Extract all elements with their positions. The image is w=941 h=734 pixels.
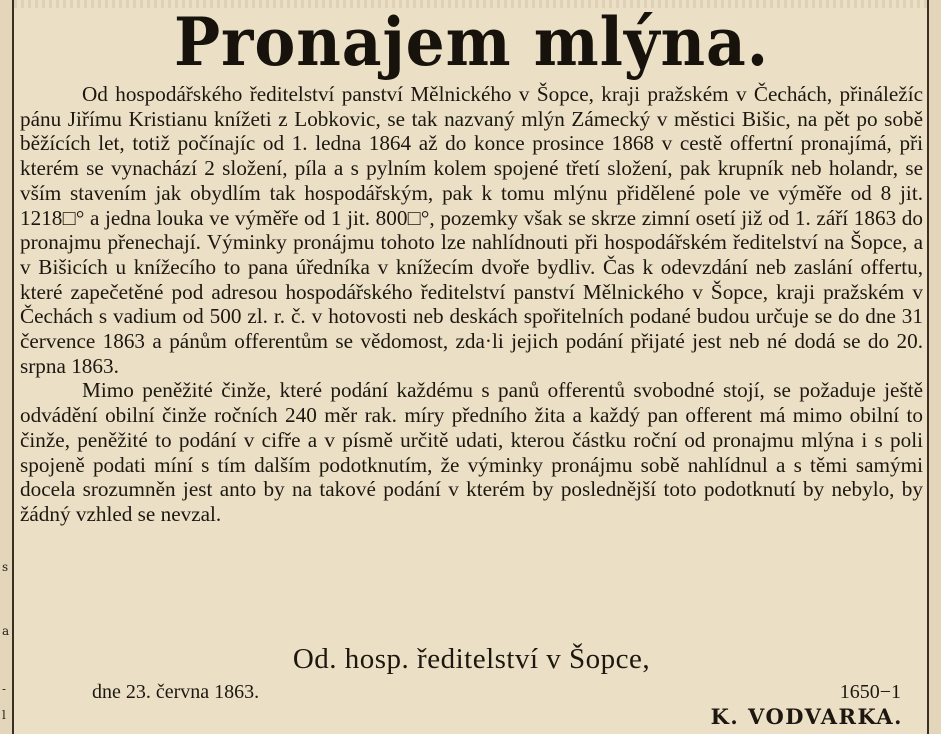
margin-fragment: s [2, 560, 9, 574]
margin-fragment: a [2, 624, 10, 638]
margin-fragment: - [2, 682, 7, 696]
newspaper-notice [20, 0, 923, 734]
notice-body [20, 82, 923, 527]
margin-fragment: l [2, 708, 6, 722]
notice-date: dne 23. června 1863. [92, 681, 260, 703]
notice-paragraph: Od hospodářského ředitelství panství Mělnického v Šopce, kraji pražském v Čechách, přináležíc pánu Jiřímu Kristianu knížeti z Lobkovic, se tak nazvaný mlýn Zámecký v městici Bišic, na pět po sobě běžících let, totiž počínajíc od 1. ledna 1864 až do konce prosince 1868 v cestě offertní pronajímá, při kterém se vynachází 2 složení, píla a s pylním kolem spojené třetí složení, pak krupník neb holandr, se vším stavením jak obydlím tak hospodářským, pak k tomu mlýnu přidělené pole ve výměře od 8 jit. 1218□° a jedna louka ve výměře od 1 jit. 800□°, pozemky však se skrze zimní osetí již od 1. září 1863 do pronajmu přenechají. Výminky pronájmu tohoto lze nahlídnouti při hospodářském ředitelství na Šopce, a v Bišicích u knížecího to pana úředníka v knížecím dvoře bydliv. Čas k odevzdání neb zaslání offertu, které zapečetěné pod adresou hospodářského ředitelství panství Mělnického v Šopce, kraji pražském v Čechách s vadium od 500 zl. r. č. v hotovosti neb deskách spořitelních podané budou určuje se do dne 31 července 1863 a pánům offerentům se vědomost, zda·li jejich podání přijaté jest neb né dodá se do 20. srpna 1863. [20, 82, 923, 378]
signer-name: K. VODVARKA. [710, 704, 903, 729]
right-column-rule [927, 0, 929, 734]
left-margin-strip [0, 0, 12, 734]
left-column-rule [12, 0, 14, 734]
right-margin-strip [929, 0, 941, 734]
notice-paragraph: Mimo peněžité činže, které podání každému s panů offerentů svobodné stojí, se požaduje ještě odvádění obilní činže ročních 240 měr rak. míry předního žita a každý pan offerent má mimo obilní to činže, peněžité to podání v cifře a v písmě určitě udati, kterou částku roční od pronajmu mlýna i s poli spojeně podati míní s tím dalším podotknutím, že výminky pronájmu sobě nahlídnul a s těmi samými docela srozumněn jest anto by na takové podání v kterém by poslednější toto podotknutí by nebylo, by žádný vzhled se nevzal. [20, 378, 923, 526]
notice-number: 1650−1 [839, 681, 901, 703]
issuer-line: Od. hosp. ředitelství v Šopce, [292, 643, 651, 675]
notice-title: Pronajem mlýna. [173, 3, 770, 81]
